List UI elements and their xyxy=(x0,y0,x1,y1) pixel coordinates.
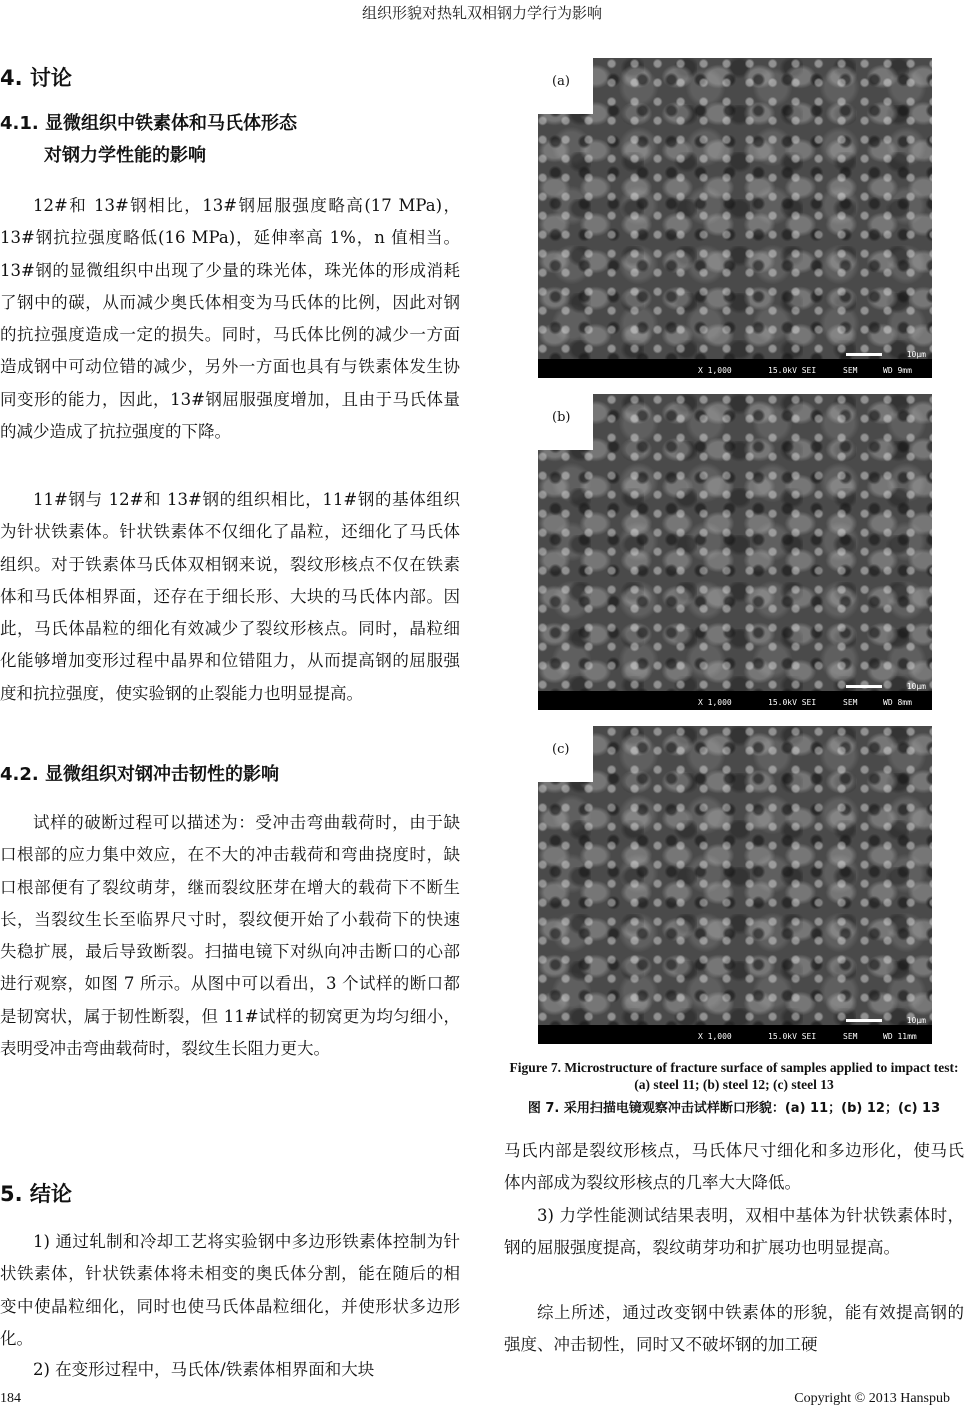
magnification: X 1,000 xyxy=(698,698,732,707)
scale-bar xyxy=(846,685,882,688)
conclusion-2-start: 2) 在变形过程中，马氏体/铁素体相界面和大块 xyxy=(33,1360,375,1379)
sem-image-b xyxy=(538,394,932,710)
panel-label-box xyxy=(538,58,593,114)
panel-label-box xyxy=(538,394,593,450)
working-distance: WD 11mm xyxy=(883,1032,917,1041)
voltage: 15.0kV SEI xyxy=(768,698,817,707)
paragraph-4-1-b: 11#钢与 12#和 13#钢的组织相比，11#钢的基体组织为针状铁素体。针状铁素体不仅细化了晶粒，还细化了马氏体组织。对于铁素体马氏体双相钢来说，裂纹形核点不仅在铁素体和马氏体相界面，还存在于细长形、大块的马氏体内部。因此，马氏体晶粒的细化有效减少了裂纹形核点。同时，晶粒细化能够增加变形过程中晶界和位错阻力，从而提高钢的屈服强度和抗拉强度，使实验钢的止裂能力也明显提高。 xyxy=(0,490,460,703)
scale-bar xyxy=(846,353,882,356)
page-number: 184 xyxy=(0,1391,21,1406)
scale-text: 10μm xyxy=(906,682,926,691)
section-4-2-heading: 4.2. 显微组织对钢冲击韧性的影响 xyxy=(0,764,279,785)
sem-data-bar xyxy=(538,1025,932,1044)
mode: SEM xyxy=(843,698,858,707)
figure-caption-cn: 图 7. 采用扫描电镜观察冲击试样断口形貌：(a) 11；(b) 12；(c) 13 xyxy=(527,1101,941,1116)
paragraph-4-2: 试样的破断过程可以描述为：受冲击弯曲载荷时，由于缺口根部的应力集中效应，在不大的冲击载荷和弯曲挠度时，缺口根部便有了裂纹萌芽，继而裂纹胚芽在增大的载荷下不断生长，当裂纹生长至临界尺寸时，裂纹便开始了小载荷下的快速失稳扩展，最后导致断裂。扫描电镜下对纵向冲击断口的心部进行观察，如图 7 所示。从图中可以看出，3 个试样的断口都是韧窝状，属于韧性断裂，但 11#试样的韧窝更为均匀细小，表明受冲击弯曲载荷时，裂纹生长阻力更大。 xyxy=(0,813,460,1059)
voltage: 15.0kV SEI xyxy=(768,366,817,375)
section-4-1-heading-line1: 4.1. 显微组织中铁素体和马氏体形态 xyxy=(0,113,297,134)
mode: SEM xyxy=(843,1032,858,1041)
panel-label-box xyxy=(538,726,593,782)
sem-image-a xyxy=(538,58,932,378)
magnification: X 1,000 xyxy=(698,366,732,375)
conclusion-3: 3) 力学性能测试结果表明，双相中基体为针状铁素体时，钢的屈服强度提高，裂纹萌芽功和扩展功也明显提高。 xyxy=(504,1206,964,1258)
copyright: Copyright © 2013 Hanspub xyxy=(794,1391,950,1406)
conclusion-2-continued: 马氏内部是裂纹形核点，马氏体尺寸细化和多边形化，使马氏体内部成为裂纹形核点的几率大大降低。 xyxy=(504,1141,964,1193)
panel-label: (b) xyxy=(552,410,571,425)
panel-label: (c) xyxy=(552,742,570,757)
mode: SEM xyxy=(843,366,858,375)
section-4-heading: 4. 讨论 xyxy=(0,66,72,90)
voltage: 15.0kV SEI xyxy=(768,1032,817,1041)
sem-image-c xyxy=(538,726,932,1044)
panel-label: (a) xyxy=(552,74,570,89)
sem-data-bar xyxy=(538,691,932,710)
paragraph-4-1-a: 12#和 13#钢相比，13#钢屈服强度略高(17 MPa)，13#钢抗拉强度略低(16 MPa)，延伸率高 1%，n 值相当。13#钢的显微组织中出现了少量的珠光体，珠光体的形成消耗了钢中的碳，从而减少奥氏体相变为马氏体的比例，因此对钢的抗拉强度造成一定的损失。同时，马氏体比例的减少一方面造成钢中可动位错的减少，另外一方面也具有与铁素体发生协同变形的能力，因此，13#钢屈服强度增加，且由于马氏体量的减少造成了抗拉强度的下降。 xyxy=(0,196,460,442)
section-4-1-heading xyxy=(0,108,297,172)
working-distance: WD 9mm xyxy=(883,366,912,375)
scale-text: 10μm xyxy=(906,350,926,359)
conclusion-1: 1) 通过轧制和冷却工艺将实验钢中多边形铁素体控制为针状铁素体，针状铁素体将未相变的奥氏体分割，能在随后的相变中使晶粒细化，同时也使马氏体晶粒细化，并使形状多边形化。 xyxy=(0,1232,460,1348)
scale-text: 10μm xyxy=(906,1016,926,1025)
sem-data-bar xyxy=(538,359,932,378)
section-5-heading: 5. 结论 xyxy=(0,1182,72,1206)
magnification: X 1,000 xyxy=(698,1032,732,1041)
scale-bar xyxy=(846,1019,882,1022)
running-title: 组织形貌对热轧双相钢力学行为影响 xyxy=(361,4,602,22)
summary-paragraph: 综上所述，通过改变钢中铁素体的形貌，能有效提高钢的强度、冲击韧性，同时又不破坏钢的加工硬 xyxy=(504,1303,964,1355)
figure-caption-en: Figure 7. Microstructure of fracture surface of samples applied to impact test: (a) steel 11; (b) steel 12; (c) steel 13 xyxy=(509,1060,959,1092)
working-distance: WD 8mm xyxy=(883,698,912,707)
section-4-1-heading-line2: 对钢力学性能的影响 xyxy=(44,145,206,166)
